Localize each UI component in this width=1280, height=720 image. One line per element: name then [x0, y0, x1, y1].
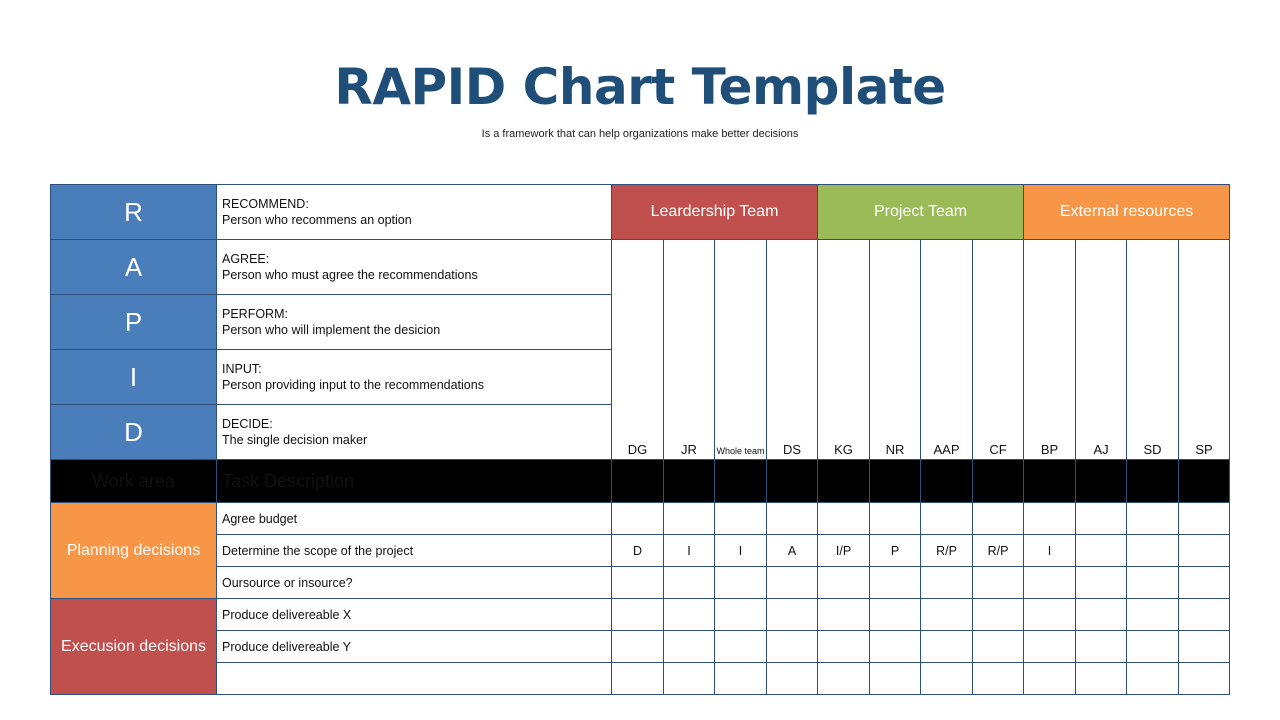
rapid-definition-d	[217, 405, 612, 460]
table-row	[51, 503, 1230, 535]
header-cell	[818, 460, 870, 503]
table-row	[51, 599, 1230, 631]
rapid-letter-d: D	[51, 405, 217, 460]
task-cell[interactable]	[1127, 631, 1179, 663]
task-cell[interactable]	[870, 567, 921, 599]
task-cell[interactable]	[1024, 631, 1076, 663]
task-cell[interactable]	[1024, 567, 1076, 599]
task-cell[interactable]	[973, 599, 1024, 631]
task-cell[interactable]	[612, 503, 664, 535]
task-name: Determine the scope of the project	[217, 535, 612, 567]
task-cell[interactable]: I	[1024, 535, 1076, 567]
task-cell[interactable]: I/P	[818, 535, 870, 567]
task-cell[interactable]	[1179, 567, 1230, 599]
rapid-chart-table	[50, 184, 1230, 695]
header-cell	[1076, 460, 1127, 503]
task-cell[interactable]	[1179, 599, 1230, 631]
rapid-definition-a	[217, 240, 612, 295]
task-cell[interactable]	[767, 663, 818, 695]
work-area-header: Work area	[51, 460, 217, 503]
header-cell	[973, 460, 1024, 503]
task-cell[interactable]	[1179, 535, 1230, 567]
task-cell[interactable]	[612, 663, 664, 695]
header-cell	[1024, 460, 1076, 503]
rapid-description: Person who recommens an option	[222, 213, 412, 227]
task-cell[interactable]: R/P	[973, 535, 1024, 567]
task-cell[interactable]	[1076, 503, 1127, 535]
person-column-header: KG	[818, 240, 870, 460]
task-cell[interactable]	[1127, 535, 1179, 567]
task-cell[interactable]	[767, 567, 818, 599]
task-cell[interactable]	[715, 567, 767, 599]
rapid-letter-i: I	[51, 350, 217, 405]
task-cell[interactable]	[1127, 599, 1179, 631]
work-area-execution: Execusion decisions	[51, 599, 217, 695]
task-cell[interactable]	[1024, 503, 1076, 535]
rapid-definition-r	[217, 185, 612, 240]
task-cell[interactable]	[612, 599, 664, 631]
task-cell[interactable]	[818, 599, 870, 631]
header-cell	[921, 460, 973, 503]
task-cell[interactable]	[715, 663, 767, 695]
task-cell[interactable]	[1179, 631, 1230, 663]
table-row	[51, 631, 1230, 663]
task-cell[interactable]: R/P	[921, 535, 973, 567]
task-cell[interactable]	[870, 631, 921, 663]
header-cell	[870, 460, 921, 503]
page-subtitle: Is a framework that can help organizations make better decisions	[481, 128, 799, 140]
rapid-definition-i	[217, 350, 612, 405]
task-cell[interactable]	[921, 631, 973, 663]
person-column-header: BP	[1024, 240, 1076, 460]
person-column-header: AJ	[1076, 240, 1127, 460]
task-cell[interactable]	[1076, 567, 1127, 599]
rapid-description: Person who will implement the desicion	[222, 323, 441, 337]
task-description-header: Task Description	[217, 460, 612, 503]
task-cell[interactable]	[818, 663, 870, 695]
task-cell[interactable]	[612, 631, 664, 663]
header-cell	[1127, 460, 1179, 503]
task-cell[interactable]	[870, 599, 921, 631]
header-cell	[767, 460, 818, 503]
task-cell[interactable]	[664, 663, 715, 695]
task-cell[interactable]	[767, 503, 818, 535]
task-cell[interactable]	[1179, 663, 1230, 695]
task-name	[217, 663, 612, 695]
task-cell[interactable]	[973, 631, 1024, 663]
rapid-letter-p: P	[51, 295, 217, 350]
task-cell[interactable]	[1024, 663, 1076, 695]
task-cell[interactable]	[1127, 567, 1179, 599]
task-cell[interactable]	[973, 503, 1024, 535]
task-name: Produce delivereable X	[217, 599, 612, 631]
task-cell[interactable]	[818, 567, 870, 599]
rapid-definition-p	[217, 295, 612, 350]
task-cell[interactable]	[870, 663, 921, 695]
header-cell	[664, 460, 715, 503]
task-cell[interactable]: A	[767, 535, 818, 567]
person-column-header: CF	[973, 240, 1024, 460]
task-cell[interactable]	[921, 503, 973, 535]
rapid-letter-r: R	[51, 185, 217, 240]
header-cell	[612, 460, 664, 503]
task-cell[interactable]	[664, 503, 715, 535]
task-cell[interactable]: I	[664, 535, 715, 567]
task-cell[interactable]	[664, 599, 715, 631]
group-external-resources: External resources	[1024, 185, 1230, 240]
task-name: Produce delivereable Y	[217, 631, 612, 663]
task-cell[interactable]	[1076, 631, 1127, 663]
person-column-header: SD	[1127, 240, 1179, 460]
task-cell[interactable]	[973, 567, 1024, 599]
rapid-description: The single decision maker	[222, 433, 368, 447]
task-cell[interactable]	[1179, 503, 1230, 535]
table-row	[51, 567, 1230, 599]
task-cell[interactable]	[1024, 599, 1076, 631]
person-column-header: DG	[612, 240, 664, 460]
task-cell[interactable]	[664, 631, 715, 663]
person-column-header: NR	[870, 240, 921, 460]
task-cell[interactable]	[818, 631, 870, 663]
task-cell[interactable]	[767, 631, 818, 663]
task-cell[interactable]	[1076, 535, 1127, 567]
task-name: Agree budget	[217, 503, 612, 535]
person-column-header: Whole team	[715, 240, 767, 460]
task-cell[interactable]	[1076, 599, 1127, 631]
task-cell[interactable]	[1076, 663, 1127, 695]
task-cell[interactable]	[715, 503, 767, 535]
rapid-heading: AGREE:	[222, 252, 270, 266]
rapid-description: Person who must agree the recommendations	[222, 268, 478, 282]
task-cell[interactable]	[818, 503, 870, 535]
task-cell[interactable]: P	[870, 535, 921, 567]
task-cell[interactable]: I	[715, 535, 767, 567]
person-column-header: JR	[664, 240, 715, 460]
task-cell[interactable]	[870, 503, 921, 535]
group-project-team: Project Team	[818, 185, 1024, 240]
task-cell[interactable]	[767, 599, 818, 631]
rapid-heading: INPUT:	[222, 362, 262, 376]
page-title: RAPID Chart Template	[334, 58, 946, 116]
task-cell[interactable]	[921, 599, 973, 631]
person-column-header: DS	[767, 240, 818, 460]
rapid-heading: PERFORM:	[222, 307, 288, 321]
task-cell[interactable]	[1127, 663, 1179, 695]
header-cell	[1179, 460, 1230, 503]
task-cell[interactable]	[612, 567, 664, 599]
rapid-heading: RECOMMEND:	[222, 197, 309, 211]
group-leadership-team: Leardership Team	[612, 185, 818, 240]
task-cell[interactable]	[921, 567, 973, 599]
task-cell[interactable]: D	[612, 535, 664, 567]
rapid-heading: DECIDE:	[222, 417, 273, 431]
table-row	[51, 535, 1230, 567]
task-cell[interactable]	[715, 631, 767, 663]
task-cell[interactable]	[664, 567, 715, 599]
table-row	[51, 663, 1230, 695]
header-cell	[715, 460, 767, 503]
task-cell[interactable]	[973, 663, 1024, 695]
task-cell[interactable]	[921, 663, 973, 695]
rapid-description: Person providing input to the recommendations	[222, 378, 484, 392]
person-column-header: AAP	[921, 240, 973, 460]
person-column-header: SP	[1179, 240, 1230, 460]
task-name: Oursource or insource?	[217, 567, 612, 599]
work-area-planning: Planning decisions	[51, 503, 217, 599]
rapid-letter-a: A	[51, 240, 217, 295]
task-cell[interactable]	[1127, 503, 1179, 535]
task-cell[interactable]	[715, 599, 767, 631]
